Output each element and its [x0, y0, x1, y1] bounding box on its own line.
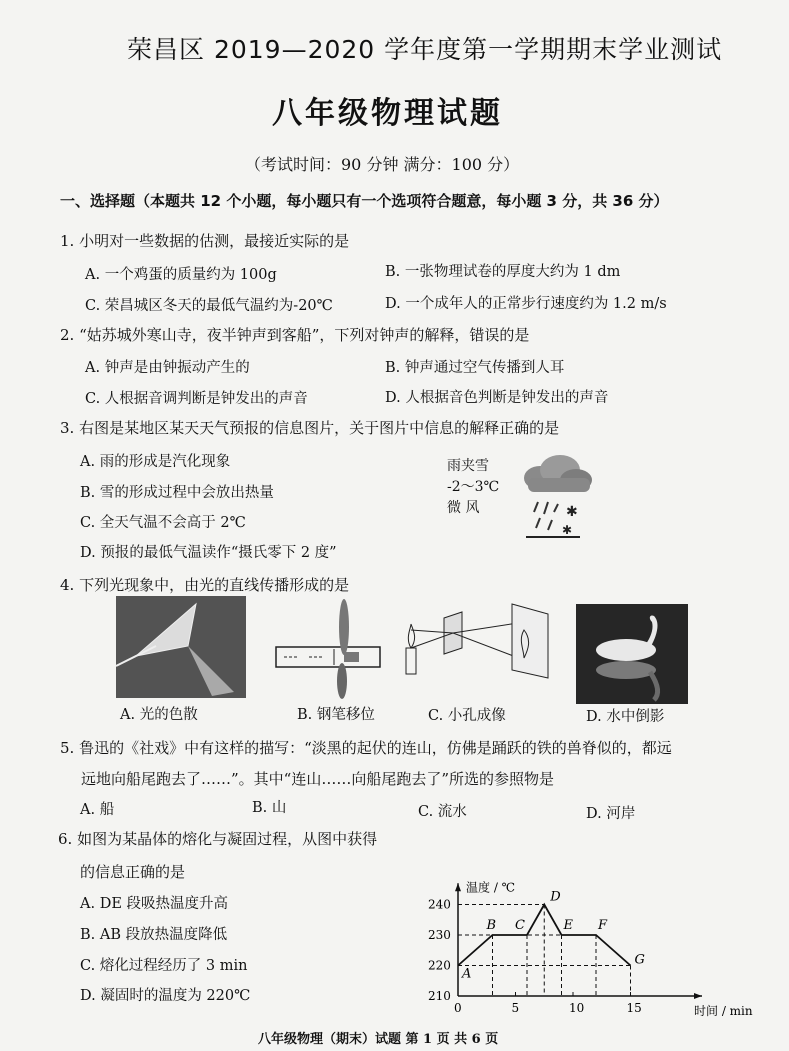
- y-axis-label: 温度 / ℃: [466, 880, 516, 895]
- question-5-line1: 5. 鲁迅的《社戏》中有这样的描写：“淡黑的起伏的连山，仿佛是踊跃的铁的兽脊似的，都远: [60, 739, 672, 757]
- point-label: A: [462, 966, 472, 982]
- x-tick-label: 15: [626, 1001, 642, 1015]
- point-label: G: [634, 952, 645, 968]
- q1-option-d: D. 一个成年人的正常步行速度约为 1.2 m/s: [385, 296, 667, 312]
- x-axis-label: 时间 / min: [694, 1004, 753, 1018]
- q5-option-d: D. 河岸: [586, 806, 636, 822]
- q3-option-b: B. 雪的形成过程中会放出热量: [80, 485, 274, 501]
- q6-option-b: B. AB 段放热温度降低: [80, 927, 228, 943]
- q4-caption-d: D. 水中倒影: [586, 709, 665, 725]
- q2-option-a: A. 钟声是由钟振动产生的: [85, 360, 250, 376]
- pen-displacement-image: [274, 597, 384, 700]
- y-tick-label: 210: [428, 989, 451, 1003]
- q4-caption-a: A. 光的色散: [120, 707, 198, 723]
- q1-option-c: C. 荣昌城区冬天的最低气温约为-20℃: [85, 298, 333, 314]
- weather-forecast-text: [447, 456, 499, 519]
- section-heading: 一、选择题（本题共 12 个小题，每小题只有一个选项符合题意，每小题 3 分，共 36 分）: [60, 192, 669, 210]
- point-label: E: [563, 918, 573, 933]
- q5-option-b: B. 山: [252, 800, 287, 816]
- y-tick-label: 240: [428, 897, 451, 912]
- weather-temperature: -2～3℃: [447, 479, 500, 495]
- weather-condition: 雨夹雪: [447, 458, 489, 474]
- question-4: 4. 下列光现象中，由光的直线传播形成的是: [60, 576, 350, 594]
- question-6-line2: 的信息正确的是: [80, 863, 186, 881]
- exam-info: （考试时间：90 分钟 满分：100 分）: [245, 155, 520, 174]
- weather-wind: 微 风: [447, 500, 480, 516]
- q2-option-c: C. 人根据音调判断是钟发出的声音: [85, 391, 308, 407]
- y-tick-label: 220: [428, 958, 451, 973]
- q3-option-a: A. 雨的形成是汽化现象: [80, 454, 231, 470]
- point-label: B: [486, 918, 497, 933]
- q5-option-c: C. 流水: [418, 804, 467, 820]
- question-6-line1: 6. 如图为某晶体的熔化与凝固过程，从图中获得: [58, 830, 378, 848]
- q4-caption-b: B. 钢笔移位: [297, 707, 375, 723]
- x-tick-label: 0: [454, 1001, 462, 1015]
- question-1: 1. 小明对一些数据的估测，最接近实际的是: [60, 232, 350, 250]
- sleet-cloud-icon: [518, 452, 598, 542]
- question-5-line2: 远地向船尾跑去了……”。其中“连山……向船尾跑去了”所选的参照物是: [81, 770, 555, 788]
- question-2: 2. “姑苏城外寒山寺，夜半钟声到客船”，下列对钟声的解释，错误的是: [60, 326, 530, 344]
- paper-title: 八年级物理试题: [272, 96, 503, 131]
- q2-option-b: B. 钟声通过空气传播到人耳: [385, 360, 565, 376]
- x-tick-label: 5: [511, 1001, 520, 1015]
- pinhole-imaging-image: [400, 600, 550, 690]
- q4-caption-c: C. 小孔成像: [428, 708, 506, 724]
- q6-option-c: C. 熔化过程经历了 3 min: [80, 958, 248, 974]
- q6-option-a: A. DE 段吸热温度升高: [80, 896, 229, 912]
- svg-text:✱: ✱: [566, 504, 578, 520]
- q1-option-b: B. 一张物理试卷的厚度大约为 1 dm: [385, 264, 621, 280]
- q2-option-d: D. 人根据音色判断是钟发出的声音: [385, 390, 609, 406]
- q6-option-d: D. 凝固时的温度为 220℃: [80, 988, 251, 1004]
- prism-dispersion-image: [116, 596, 246, 698]
- melting-curve-chart: [420, 848, 753, 1028]
- x-axis-arrow: [694, 993, 702, 999]
- q5-option-a: A. 船: [80, 802, 115, 818]
- y-tick-label: 230: [428, 928, 451, 942]
- x-tick-label: 10: [569, 1001, 585, 1015]
- school-title: 荣昌区 2019—2020 学年度第一学期期末学业测试: [127, 35, 723, 64]
- page-footer: 八年级物理（期末）试题 第 1 页 共 6 页: [258, 1032, 499, 1047]
- point-label: C: [515, 918, 525, 933]
- svg-text:✱: ✱: [562, 523, 573, 537]
- q3-option-c: C. 全天气温不会高于 2℃: [80, 515, 246, 531]
- point-label: F: [598, 918, 608, 933]
- y-axis-arrow: [455, 883, 461, 891]
- q1-option-a: A. 一个鸡蛋的质量约为 100g: [85, 267, 277, 283]
- point-label: D: [550, 889, 561, 905]
- q3-option-d: D. 预报的最低气温读作“摄氏零下 2 度”: [80, 545, 337, 561]
- swan-reflection-image: [576, 604, 688, 704]
- question-3: 3. 右图是某地区某天天气预报的信息图片，关于图片中信息的解释正确的是: [60, 419, 560, 437]
